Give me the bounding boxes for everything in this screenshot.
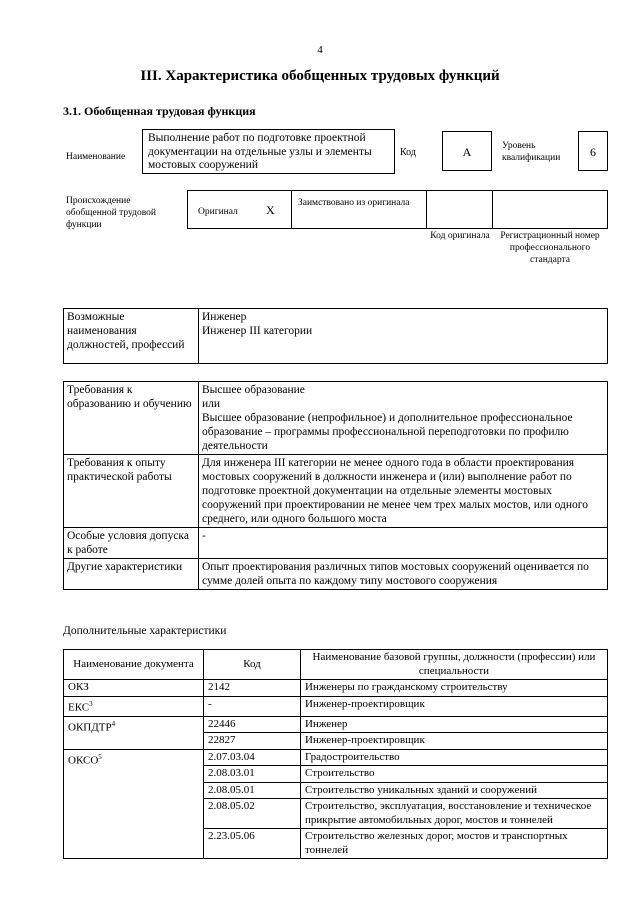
doc-cell: ОКПДТР$^4$ [64,716,204,749]
req-value: Высшее образование или Высшее образование (непрофильное) и дополнительное профессиональное образование – программы профессиональной переподготовки по профилю деятельности [199,382,608,455]
code-label: Код [400,147,416,158]
table-row [64,696,608,716]
borrowed-cell: Заимствовано из оригинала [291,190,427,229]
subsection-title: 3.1. Обобщенная трудовая функция [63,104,256,118]
additional-table [63,649,608,859]
function-name: Выполнение работ по подготовке проектной документации на отдельные узлы и элементы мостовых сооружений [142,129,395,174]
positions-table [63,308,608,364]
code-cell: - [204,696,301,716]
code-cell: 22446 [204,716,301,733]
original-cell [187,190,292,229]
req-value: - [199,528,608,559]
original-mark: X [266,203,275,217]
positions-values [199,309,608,364]
name-cell: Строительство железных дорог, мостов и транспортных тоннелей [301,829,608,859]
col-header-name: Наименование базовой группы, должности (профессии) или специальности [301,650,608,680]
origin-code-caption: Код оригинала [430,231,490,241]
original-label: Оригинал [198,207,238,217]
table-row [64,680,608,697]
code-cell: 2.23.05.06 [204,829,301,859]
reg-number-caption: Регистрационный номер профессионального стандарта [500,231,600,265]
section-title: III. Характеристика обобщенных трудовых функций [140,68,500,84]
page-number: 4 [317,44,323,56]
code-cell: 2.08.05.01 [204,782,301,799]
name-cell: Инженеры по гражданскому строительству [301,680,608,697]
col-header-code: Код [204,650,301,680]
doc-cell: ЕКС$^3$ [64,696,204,716]
position-item: Инженер [202,311,247,323]
table-row [64,716,608,733]
req-value: Для инженера III категории не менее одного года в области проектирования мостовых сооружений в должности инженера и (или) выполнение работ по подготовке проектной документации на отдельные элементы мостовых сооружений при проектировании не менее чем трех малых мостов, или одного среднего, или одного большого моста [199,455,608,528]
req-label: Особые условия допуска к работе [64,528,199,559]
positions-label: Возможные наименования должностей, профессий [64,309,199,364]
name-cell: Градостроительство [301,749,608,766]
code-value: A [442,131,492,171]
level-label: Уровень квалификации [502,141,561,163]
position-item: Инженер III категории [202,325,313,337]
requirements-table [63,381,608,590]
doc-cell: ОКЗ [64,680,204,697]
origin-label: Происхождение обобщенной трудовой функции [66,196,156,230]
doc-cell: ОКСО$^5$ [64,749,204,859]
req-label: Другие характеристики [64,559,199,590]
origin-code-cell [426,190,493,229]
code-cell: 2.08.03.01 [204,766,301,783]
table-row [64,749,608,766]
col-header-doc: Наименование документа [64,650,204,680]
name-cell: Строительство уникальных зданий и сооружений [301,782,608,799]
code-cell: 2142 [204,680,301,697]
name-cell: Строительство, эксплуатация, восстановление и техническое прикрытие автомобильных дорог, мостов и тоннелей [301,799,608,829]
name-cell: Инженер-проектировщик [301,696,608,716]
code-cell: 22827 [204,733,301,750]
name-label: Наименование [66,152,126,162]
name-cell: Строительство [301,766,608,783]
additional-title: Дополнительные характеристики [63,625,227,637]
name-cell: Инженер [301,716,608,733]
req-label: Требования к образованию и обучению [64,382,199,455]
reg-number-cell [492,190,608,229]
req-value: Опыт проектирования различных типов мостовых сооружений оценивается по сумме долей опыта по каждому типу мостового сооружения [199,559,608,590]
name-cell: Инженер-проектировщик [301,733,608,750]
level-value: 6 [578,131,608,171]
req-label: Требования к опыту практической работы [64,455,199,528]
code-cell: 2.08.05.02 [204,799,301,829]
code-cell: 2.07.03.04 [204,749,301,766]
